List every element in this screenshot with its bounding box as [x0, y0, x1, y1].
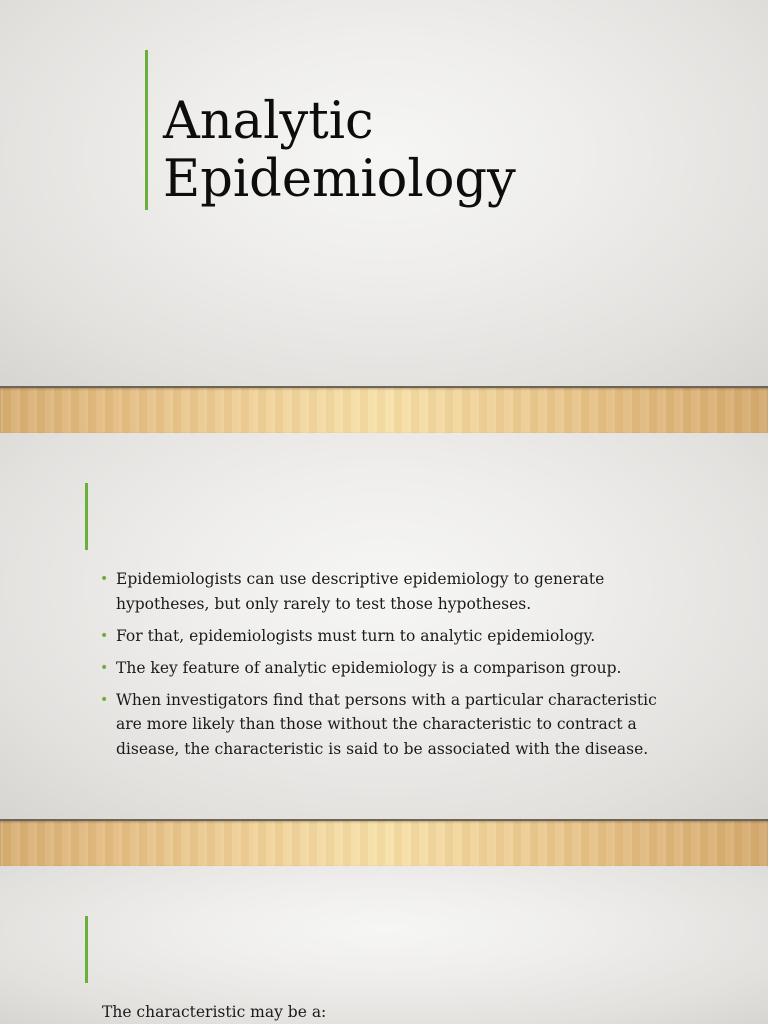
bullet-dot-icon: •	[100, 691, 109, 708]
slide-divider-wood	[0, 819, 768, 866]
list-item	[100, 624, 685, 649]
list-item	[100, 567, 685, 616]
title-line-2: Epidemiology	[163, 150, 516, 209]
bullet-dot-icon: •	[100, 571, 109, 587]
bullet-dot-icon: •	[100, 659, 109, 676]
list-item	[100, 656, 685, 681]
bullet-list	[100, 567, 685, 769]
slide-body-text: The characteristic may be a:	[102, 1003, 327, 1021]
bullet-text: When investigators find that persons with a particular characteristic are more likely than those without the characteristic to contract a disease, the characteristic is said to be associated with the disease.	[116, 690, 657, 758]
slide-analytic-overview	[0, 433, 768, 819]
bullet-text: The key feature of analytic epidemiology is a comparison group.	[116, 658, 622, 677]
title-accent-bar	[145, 50, 148, 210]
bullet-text: Epidemiologists can use descriptive epidemiology to generate hypotheses, but only rarely to test those hypotheses.	[116, 570, 605, 613]
slide-accent-bar	[85, 483, 88, 550]
list-item	[100, 688, 685, 762]
title-line-1: Analytic	[163, 92, 374, 151]
slide-title-heading	[163, 93, 516, 209]
bullet-dot-icon: •	[100, 627, 109, 644]
slide-accent-bar	[85, 916, 88, 983]
slide-characteristic	[0, 866, 768, 1024]
bullet-text: For that, epidemiologists must turn to analytic epidemiology.	[116, 626, 596, 645]
slide-divider-wood	[0, 386, 768, 433]
slide-title	[0, 0, 768, 386]
